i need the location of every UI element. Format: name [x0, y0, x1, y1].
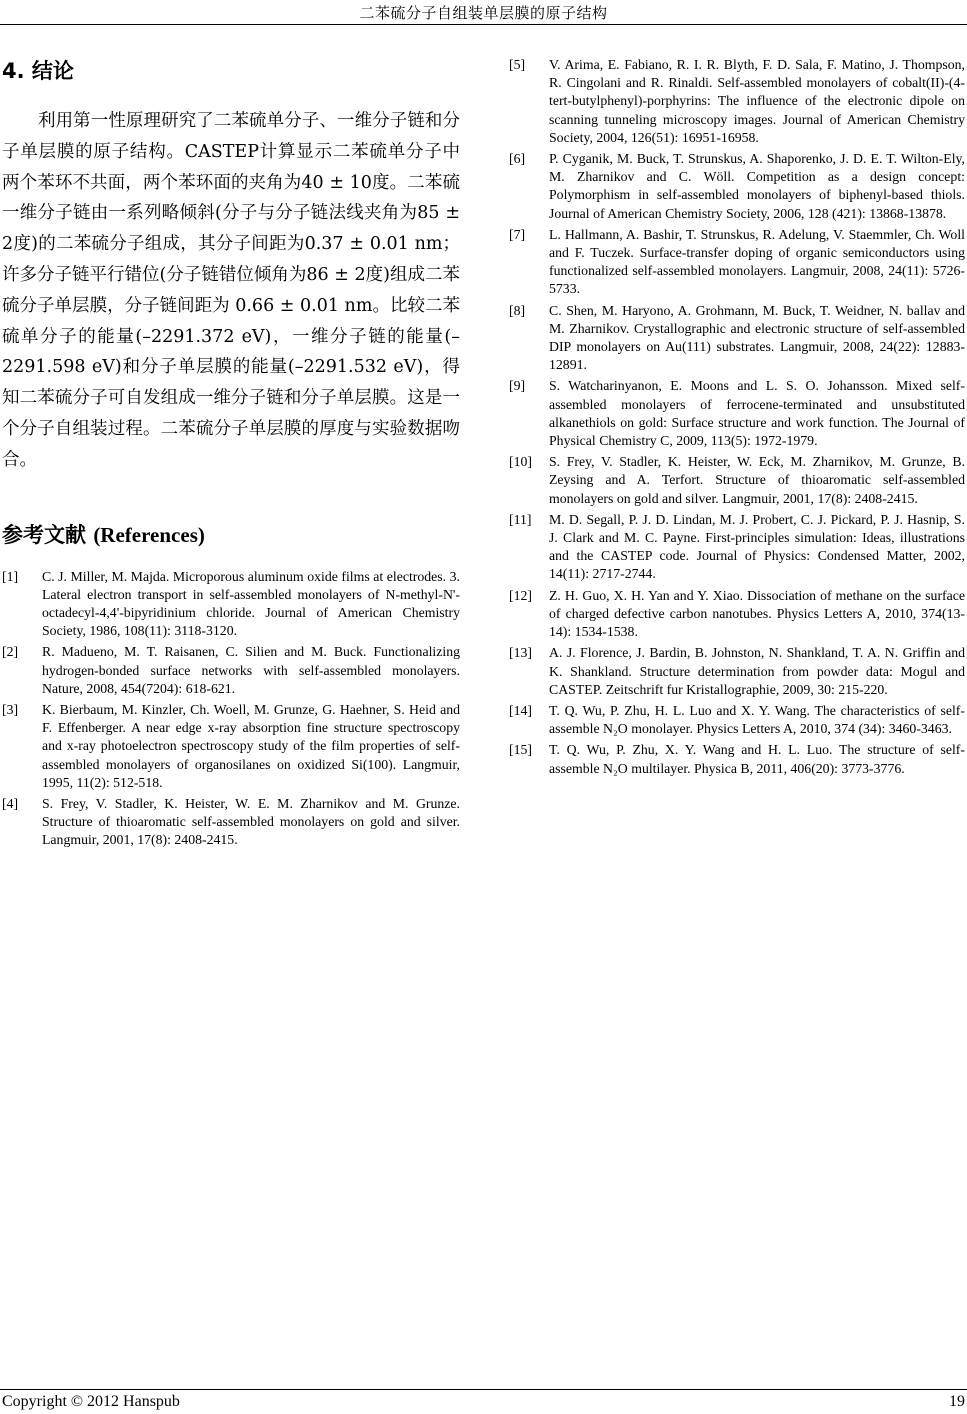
reference-item [509, 511, 965, 584]
reference-item [509, 587, 965, 642]
reference-number: [2] [2, 644, 19, 660]
references-heading [2, 520, 460, 550]
reference-item [509, 453, 965, 508]
reference-number: [9] [509, 378, 526, 394]
reference-item [2, 701, 460, 792]
reference-item [2, 643, 460, 698]
reference-item [509, 702, 965, 738]
conclusion-paragraph: 利用第一性原理研究了二苯硫单分子、一维分子链和分子单层膜的原子结构。CASTEP计算显示二苯硫单分子中两个苯环不共面，两个苯环面的夹角为40 ± 10度。二苯硫一维分子链由一系列略倾斜(分子与分子链法线夹角为85 ± 2度)的二苯硫分子组成，其分子间距为0.37 ± 0.01 nm；许多分子链平行错位(分子链错位倾角为86 ± 2度)组成二苯硫分子单层膜，分子链间距为 0.66 ± 0.01 nm。比较二苯硫单分子的能量(–2291.372 eV)，一维分子链的能量(–2291.598 eV)和分子单层膜的能量(–2291.532 eV)，得知二苯硫分子可自发组成一维分子链和分子单层膜。这是一个分子自组装过程。二苯硫分子单层膜的厚度与实验数据吻合。 [2, 111, 460, 470]
running-title: 二苯硫分子自组装单层膜的原子结构 [359, 4, 608, 22]
reference-list-left [2, 568, 460, 850]
reference-number: [7] [509, 226, 526, 242]
copyright-notice: Copyright © 2012 Hanspub [2, 1393, 180, 1410]
reference-text: A. J. Florence, J. Bardin, B. Johnston, N. Shankland, T. A. N. Griffin and K. Shankland. Structure determination from powder data: Mogul and CASTEP. Zeitschrift fur Kristallographie, 2009, 30: 215-220. [549, 645, 965, 697]
reference-text: V. Arima, E. Fabiano, R. I. R. Blyth, F. D. Sala, F. Matino, J. Thompson, R. Cingolani and R. Rinaldi. Self-assembled monolayers of cobalt(II)-(4-tert-butylphenyl)-porphyrins: The influence of the electronic dipole on scanning tunneling microscopy images. Journal of American Chemistry Society, 2004, 126(51): 16951-16958. [549, 57, 965, 145]
reference-item [2, 795, 460, 850]
reference-text: C. Shen, M. Haryono, A. Grohmann, M. Buck, T. Weidner, N. ballav and M. Zharnikov. Crystallographic and electronic structure of self-assembled DIP monolayers on Au(111) substrates. Langmuir, 2008, 24(22): 12883-12891. [549, 302, 965, 373]
reference-text: S. Frey, V. Stadler, K. Heister, W. Eck, M. Zharnikov, M. Grunze, B. Zeysing and A. Terfort. Structure of thioaromatic self-assembled monolayers on gold and silver. Langmuir, 2001, 17(8): 2408-2415. [549, 454, 965, 506]
reference-item [509, 150, 965, 223]
reference-text: R. Madueno, M. T. Raisanen, C. Silien and M. Buck. Functionalizing hydrogen-bonded surface networks with self-assembled monolayers. Nature, 2008, 454(7204): 618-621. [42, 644, 460, 696]
reference-number: [10] [509, 454, 532, 470]
right-column [509, 56, 965, 781]
reference-number: [1] [2, 568, 19, 584]
references-heading-cn: 参考文献 [2, 522, 86, 547]
reference-text: K. Bierbaum, M. Kinzler, Ch. Woell, M. Grunze, G. Haehner, S. Heid and F. Effenberger. A near edge x-ray absorption fine structure spectroscopy and x-ray photoelectron spectroscopy study of the film properties of self-assembled monolayers of organosilanes on oxidized Si(100). Langmuir, 1995, 11(2): 512-518. [42, 701, 460, 790]
reference-text: S. Watcharinyanon, E. Moons and L. S. O. Johansson. Mixed self-assembled monolayers of ferrocene-terminated and unsubstituted alkanethiols on gold: Surface structure and work function. The Journal of Physical Chemistry C, 2009, 113(5): 1972-1979. [549, 378, 965, 449]
reference-item [509, 644, 965, 699]
footer-rule [0, 1389, 967, 1390]
reference-text: L. Hallmann, A. Bashir, T. Strunskus, R. Adelung, V. Staemmler, Ch. Woll and F. Tuczek. Surface-transfer doping of organic semiconductors using functionalized self-assembled monolayers. Langmuir, 2008, 24(11): 5726-5733. [549, 226, 965, 297]
reference-item [509, 226, 965, 299]
reference-item [509, 741, 965, 777]
reference-text: C. J. Miller, M. Majda. Microporous aluminum oxide films at electrodes. 3. Lateral electron transport in self-assembled monolayers of N-methyl-N'-octadecyl-4,4'-bipyridinium chloride. Journal of American Chemistry Society, 1986, 108(11): 3118-3120. [42, 568, 460, 639]
conclusion-heading: 4. 结论 [2, 59, 74, 83]
reference-item [2, 568, 460, 641]
reference-number: [12] [509, 587, 532, 603]
reference-number: [15] [509, 742, 532, 758]
reference-text: T. Q. Wu, P. Zhu, H. L. Luo and X. Y. Wang. The characteristics of self-assemble N₂O monolayer. Physics Letters A, 2010, 374 (34): 3460-3463. [549, 702, 965, 737]
header-rule [0, 24, 967, 25]
page-number: 19 [949, 1393, 965, 1410]
reference-item [509, 302, 965, 375]
reference-number: [11] [509, 511, 532, 527]
reference-item [509, 377, 965, 450]
reference-text: P. Cyganik, M. Buck, T. Strunskus, A. Shaporenko, J. D. E. T. Wilton-Ely, M. Zharnikov and C. Wöll. Competition as a design concept: Polymorphism in self-assembled monolayers of biphenyl-based thiols. Journal of American Chemistry Society, 2006, 128 (421): 13868-13878. [549, 151, 965, 221]
reference-text: T. Q. Wu, P. Zhu, X. Y. Wang and H. L. Luo. The structure of self-assemble N₂O multilayer. Physica B, 2011, 406(20): 3773-3776. [549, 742, 965, 776]
reference-number: [5] [509, 57, 526, 72]
reference-number: [13] [509, 645, 532, 661]
reference-text: Z. H. Guo, X. H. Yan and Y. Xiao. Dissociation of methane on the surface of charged defective carbon nanotubes. Physics Letters A, 2010, 374(13-14): 1534-1538. [549, 587, 965, 640]
reference-number: [14] [509, 702, 532, 718]
reference-item [509, 56, 965, 147]
reference-number: [4] [2, 796, 19, 811]
reference-list-right [509, 56, 965, 778]
left-column [2, 56, 460, 853]
reference-number: [3] [2, 701, 19, 717]
reference-number: [8] [509, 302, 526, 318]
references-heading-en: (References) [93, 522, 205, 547]
reference-number: [6] [509, 151, 526, 167]
reference-text: M. D. Segall, P. J. D. Lindan, M. J. Probert, C. J. Pickard, P. J. Hasnip, S. J. Clark and M. C. Payne. First-principles simulation: Ideas, illustrations and the CASTEP code. Journal of Physics: Condensed Matter, 2002, 14(11): 2717-2744. [549, 511, 965, 582]
reference-text: S. Frey, V. Stadler, K. Heister, W. E. M. Zharnikov and M. Grunze. Structure of thioaromatic self-assembled monolayers on gold and silver. Langmuir, 2001, 17(8): 2408-2415. [42, 796, 460, 848]
